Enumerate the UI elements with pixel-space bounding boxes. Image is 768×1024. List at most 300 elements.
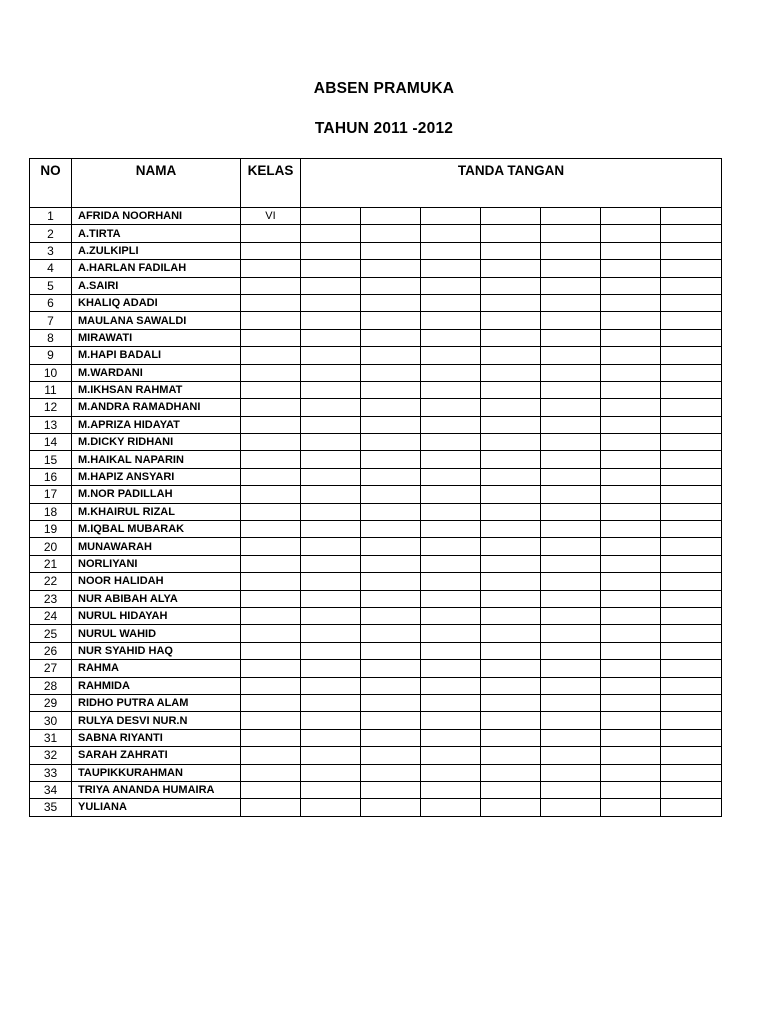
table-row (30, 538, 722, 555)
signature-cell (481, 503, 541, 520)
row-class (241, 312, 301, 329)
signature-cell (601, 260, 661, 277)
signature-cell (421, 277, 481, 294)
table-row (30, 277, 722, 294)
signature-cell (541, 747, 601, 764)
signature-cell (661, 625, 722, 642)
signature-cell (661, 694, 722, 711)
signature-cell (601, 660, 661, 677)
signature-cell (601, 364, 661, 381)
signature-cell (661, 660, 722, 677)
table-row (30, 451, 722, 468)
attendance-table (29, 158, 722, 817)
signature-cell (661, 364, 722, 381)
row-name: MUNAWARAH (72, 538, 241, 555)
signature-cell (541, 521, 601, 538)
signature-cell (421, 399, 481, 416)
row-name: M.HAPI BADALI (72, 347, 241, 364)
table-row (30, 503, 722, 520)
signature-cell (661, 260, 722, 277)
signature-cell (541, 764, 601, 781)
signature-cell (541, 434, 601, 451)
signature-cell (661, 764, 722, 781)
row-number: 35 (30, 799, 72, 816)
signature-cell (481, 294, 541, 311)
signature-cell (421, 694, 481, 711)
table-row (30, 364, 722, 381)
signature-cell (361, 521, 421, 538)
row-name: M.IQBAL MUBARAK (72, 521, 241, 538)
signature-cell (661, 312, 722, 329)
row-number: 27 (30, 660, 72, 677)
row-class (241, 555, 301, 572)
row-class (241, 329, 301, 346)
row-number: 17 (30, 486, 72, 503)
table-row (30, 799, 722, 816)
signature-cell (301, 521, 361, 538)
signature-cell (661, 799, 722, 816)
table-row (30, 642, 722, 659)
signature-cell (601, 573, 661, 590)
signature-cell (601, 347, 661, 364)
header-no: NO (30, 159, 72, 208)
signature-cell (481, 434, 541, 451)
signature-cell (301, 781, 361, 798)
signature-cell (541, 573, 601, 590)
table-row (30, 242, 722, 259)
signature-cell (541, 451, 601, 468)
signature-cell (301, 799, 361, 816)
signature-cell (301, 660, 361, 677)
signature-cell (301, 434, 361, 451)
row-number: 28 (30, 677, 72, 694)
signature-cell (301, 364, 361, 381)
signature-cell (301, 208, 361, 225)
signature-cell (481, 625, 541, 642)
signature-cell (301, 538, 361, 555)
signature-cell (361, 590, 421, 607)
signature-cell (661, 555, 722, 572)
row-number: 19 (30, 521, 72, 538)
signature-cell (301, 555, 361, 572)
signature-cell (541, 277, 601, 294)
row-name: M.KHAIRUL RIZAL (72, 503, 241, 520)
signature-cell (361, 677, 421, 694)
row-class (241, 729, 301, 746)
signature-cell (361, 486, 421, 503)
signature-cell (361, 416, 421, 433)
signature-cell (541, 225, 601, 242)
signature-cell (541, 555, 601, 572)
row-name: A.ZULKIPLI (72, 242, 241, 259)
signature-cell (541, 208, 601, 225)
signature-cell (481, 712, 541, 729)
header-kelas: KELAS (241, 159, 301, 208)
signature-cell (481, 747, 541, 764)
signature-cell (601, 381, 661, 398)
signature-cell (481, 347, 541, 364)
signature-cell (301, 590, 361, 607)
row-class (241, 694, 301, 711)
row-number: 3 (30, 242, 72, 259)
row-name: A.HARLAN FADILAH (72, 260, 241, 277)
header-tanda-tangan: TANDA TANGAN (301, 159, 722, 208)
signature-cell (661, 399, 722, 416)
signature-cell (481, 607, 541, 624)
signature-cell (481, 590, 541, 607)
signature-cell (361, 712, 421, 729)
signature-cell (481, 242, 541, 259)
signature-cell (541, 329, 601, 346)
signature-cell (481, 555, 541, 572)
signature-cell (301, 573, 361, 590)
signature-cell (421, 781, 481, 798)
signature-cell (421, 712, 481, 729)
signature-cell (661, 521, 722, 538)
signature-cell (481, 364, 541, 381)
row-number: 34 (30, 781, 72, 798)
signature-cell (301, 451, 361, 468)
row-class (241, 712, 301, 729)
signature-cell (661, 712, 722, 729)
row-name: RAHMA (72, 660, 241, 677)
signature-cell (301, 468, 361, 485)
signature-cell (601, 521, 661, 538)
signature-cell (481, 260, 541, 277)
row-class (241, 225, 301, 242)
signature-cell (541, 260, 601, 277)
signature-cell (601, 451, 661, 468)
signature-cell (601, 399, 661, 416)
signature-cell (421, 677, 481, 694)
table-row (30, 677, 722, 694)
signature-cell (481, 416, 541, 433)
row-number: 16 (30, 468, 72, 485)
table-row (30, 694, 722, 711)
row-class (241, 451, 301, 468)
row-name: SABNA RIYANTI (72, 729, 241, 746)
signature-cell (481, 642, 541, 659)
row-number: 20 (30, 538, 72, 555)
row-name: M.HAPIZ ANSYARI (72, 468, 241, 485)
signature-cell (361, 660, 421, 677)
signature-cell (661, 642, 722, 659)
signature-cell (421, 260, 481, 277)
signature-cell (661, 416, 722, 433)
signature-cell (601, 208, 661, 225)
signature-cell (421, 242, 481, 259)
signature-cell (661, 381, 722, 398)
table-row (30, 294, 722, 311)
row-class (241, 468, 301, 485)
table-header-row (30, 159, 722, 208)
table-row (30, 208, 722, 225)
row-class (241, 764, 301, 781)
signature-cell (601, 555, 661, 572)
row-class (241, 347, 301, 364)
signature-cell (481, 694, 541, 711)
signature-cell (661, 781, 722, 798)
signature-cell (301, 503, 361, 520)
signature-cell (601, 764, 661, 781)
signature-cell (301, 294, 361, 311)
signature-cell (421, 625, 481, 642)
row-number: 23 (30, 590, 72, 607)
signature-cell (541, 347, 601, 364)
signature-cell (601, 747, 661, 764)
table-row (30, 329, 722, 346)
signature-cell (421, 660, 481, 677)
signature-cell (541, 642, 601, 659)
signature-cell (481, 729, 541, 746)
signature-cell (421, 799, 481, 816)
table-row (30, 521, 722, 538)
signature-cell (301, 242, 361, 259)
row-class: VI (241, 208, 301, 225)
signature-cell (361, 468, 421, 485)
row-name: M.DICKY RIDHANI (72, 434, 241, 451)
row-class (241, 660, 301, 677)
signature-cell (661, 329, 722, 346)
signature-cell (301, 486, 361, 503)
row-number: 11 (30, 381, 72, 398)
row-name: NUR SYAHID HAQ (72, 642, 241, 659)
signature-cell (361, 503, 421, 520)
signature-cell (361, 538, 421, 555)
signature-cell (601, 607, 661, 624)
row-number: 30 (30, 712, 72, 729)
row-name: M.APRIZA HIDAYAT (72, 416, 241, 433)
signature-cell (421, 364, 481, 381)
signature-cell (661, 538, 722, 555)
row-name: MIRAWATI (72, 329, 241, 346)
row-number: 26 (30, 642, 72, 659)
signature-cell (301, 712, 361, 729)
signature-cell (421, 729, 481, 746)
row-class (241, 781, 301, 798)
signature-cell (601, 694, 661, 711)
signature-cell (301, 329, 361, 346)
row-class (241, 747, 301, 764)
row-class (241, 642, 301, 659)
row-name: TRIYA ANANDA HUMAIRA (72, 781, 241, 798)
signature-cell (541, 712, 601, 729)
row-name: NOOR HALIDAH (72, 573, 241, 590)
signature-cell (481, 781, 541, 798)
row-number: 25 (30, 625, 72, 642)
signature-cell (361, 573, 421, 590)
signature-cell (361, 399, 421, 416)
row-name: NURUL WAHID (72, 625, 241, 642)
row-class (241, 799, 301, 816)
signature-cell (421, 642, 481, 659)
row-number: 32 (30, 747, 72, 764)
signature-cell (361, 208, 421, 225)
signature-cell (361, 555, 421, 572)
signature-cell (661, 434, 722, 451)
signature-cell (361, 347, 421, 364)
row-number: 21 (30, 555, 72, 572)
row-number: 8 (30, 329, 72, 346)
signature-cell (661, 607, 722, 624)
signature-cell (661, 451, 722, 468)
signature-cell (421, 208, 481, 225)
table-row (30, 660, 722, 677)
table-row (30, 747, 722, 764)
signature-cell (661, 747, 722, 764)
signature-cell (601, 642, 661, 659)
row-number: 31 (30, 729, 72, 746)
row-name: MAULANA SAWALDI (72, 312, 241, 329)
signature-cell (421, 503, 481, 520)
row-number: 2 (30, 225, 72, 242)
signature-cell (541, 538, 601, 555)
table-row (30, 729, 722, 746)
signature-cell (541, 294, 601, 311)
signature-cell (661, 677, 722, 694)
signature-cell (541, 242, 601, 259)
row-name: KHALIQ ADADI (72, 294, 241, 311)
row-name: M.HAIKAL NAPARIN (72, 451, 241, 468)
signature-cell (481, 677, 541, 694)
table-row (30, 399, 722, 416)
signature-cell (361, 451, 421, 468)
table-row (30, 381, 722, 398)
signature-cell (301, 729, 361, 746)
row-number: 7 (30, 312, 72, 329)
table-row (30, 468, 722, 485)
signature-cell (661, 208, 722, 225)
signature-cell (541, 364, 601, 381)
signature-cell (301, 277, 361, 294)
signature-cell (541, 312, 601, 329)
signature-cell (601, 538, 661, 555)
signature-cell (361, 364, 421, 381)
signature-cell (541, 729, 601, 746)
signature-cell (481, 573, 541, 590)
signature-cell (601, 434, 661, 451)
row-number: 33 (30, 764, 72, 781)
signature-cell (661, 590, 722, 607)
row-class (241, 538, 301, 555)
signature-cell (421, 573, 481, 590)
signature-cell (421, 416, 481, 433)
signature-cell (361, 799, 421, 816)
signature-cell (601, 416, 661, 433)
signature-cell (601, 277, 661, 294)
document-title: ABSEN PRAMUKA (313, 80, 455, 97)
row-number: 24 (30, 607, 72, 624)
table-row (30, 486, 722, 503)
signature-cell (601, 294, 661, 311)
signature-cell (541, 799, 601, 816)
row-class (241, 381, 301, 398)
table-row (30, 712, 722, 729)
signature-cell (421, 468, 481, 485)
signature-cell (481, 225, 541, 242)
signature-cell (301, 764, 361, 781)
table-row (30, 434, 722, 451)
row-class (241, 573, 301, 590)
signature-cell (541, 660, 601, 677)
signature-cell (601, 625, 661, 642)
signature-cell (541, 486, 601, 503)
signature-cell (481, 329, 541, 346)
table-row (30, 312, 722, 329)
signature-cell (661, 503, 722, 520)
signature-cell (421, 312, 481, 329)
signature-cell (301, 260, 361, 277)
signature-cell (481, 764, 541, 781)
document-subtitle: TAHUN 2011 -2012 (314, 120, 454, 137)
signature-cell (601, 729, 661, 746)
signature-cell (661, 729, 722, 746)
signature-cell (601, 242, 661, 259)
signature-cell (361, 329, 421, 346)
signature-cell (661, 347, 722, 364)
row-name: A.SAIRI (72, 277, 241, 294)
row-number: 9 (30, 347, 72, 364)
signature-cell (361, 242, 421, 259)
table-row (30, 416, 722, 433)
signature-cell (481, 208, 541, 225)
signature-cell (541, 381, 601, 398)
row-name: YULIANA (72, 799, 241, 816)
signature-cell (481, 381, 541, 398)
table-row (30, 590, 722, 607)
table-row (30, 625, 722, 642)
row-name: RULYA DESVI NUR.N (72, 712, 241, 729)
signature-cell (481, 486, 541, 503)
signature-cell (541, 625, 601, 642)
signature-cell (421, 538, 481, 555)
row-class (241, 486, 301, 503)
row-number: 22 (30, 573, 72, 590)
signature-cell (601, 486, 661, 503)
signature-cell (421, 607, 481, 624)
row-number: 12 (30, 399, 72, 416)
row-name: SARAH ZAHRATI (72, 747, 241, 764)
row-name: NURUL HIDAYAH (72, 607, 241, 624)
row-name: AFRIDA NOORHANI (72, 208, 241, 225)
row-number: 10 (30, 364, 72, 381)
signature-cell (301, 694, 361, 711)
signature-cell (481, 468, 541, 485)
row-name: M.WARDANI (72, 364, 241, 381)
signature-cell (541, 607, 601, 624)
signature-cell (661, 573, 722, 590)
row-name: M.ANDRA RAMADHANI (72, 399, 241, 416)
signature-cell (601, 799, 661, 816)
signature-cell (481, 538, 541, 555)
signature-cell (541, 416, 601, 433)
signature-cell (421, 590, 481, 607)
row-class (241, 521, 301, 538)
signature-cell (421, 347, 481, 364)
signature-cell (361, 294, 421, 311)
signature-cell (421, 451, 481, 468)
signature-cell (601, 329, 661, 346)
signature-cell (601, 503, 661, 520)
signature-cell (541, 677, 601, 694)
signature-cell (421, 555, 481, 572)
row-class (241, 607, 301, 624)
table-row (30, 781, 722, 798)
signature-cell (661, 225, 722, 242)
signature-cell (421, 329, 481, 346)
row-class (241, 416, 301, 433)
signature-cell (481, 277, 541, 294)
